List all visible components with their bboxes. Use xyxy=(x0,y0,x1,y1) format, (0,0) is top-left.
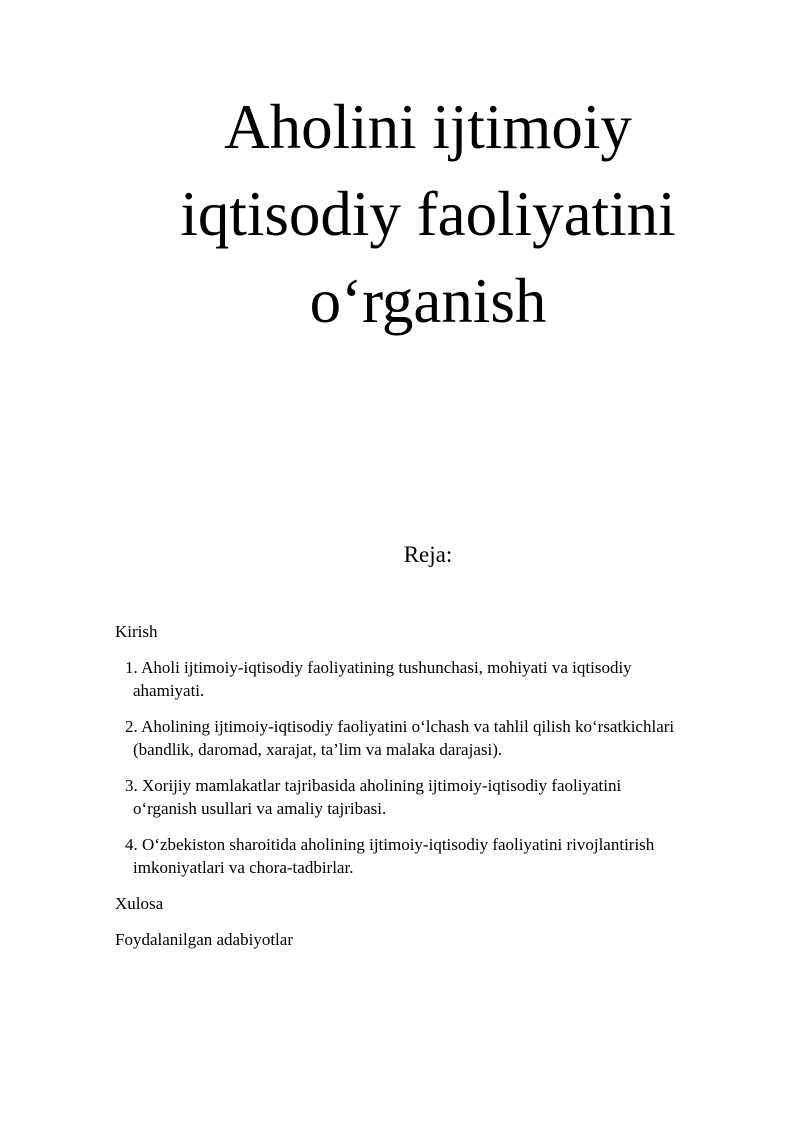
plan-item-number: 1. xyxy=(125,658,138,677)
plan-item-conclusion: Xulosa xyxy=(115,894,164,913)
plan-item xyxy=(115,833,755,879)
plan-item xyxy=(115,656,755,702)
plan-item-text: Xorijiy mamlakatlar tajribasida aholining ijtimoiy-iqtisodiy faoliyatini xyxy=(142,776,622,795)
title-line: Aholini ijtimoiy xyxy=(224,92,632,162)
plan-item-line xyxy=(125,774,755,797)
plan-item-intro: Kirish xyxy=(115,622,158,641)
plan-item-line xyxy=(125,656,755,679)
plan-list xyxy=(115,620,755,964)
plan-heading: Reja: xyxy=(403,542,453,567)
plan-item-number: 4. xyxy=(125,835,138,854)
plan-item-line xyxy=(125,715,755,738)
document-title xyxy=(100,84,756,345)
title-line: o‘rganish xyxy=(309,266,547,336)
plan-item-line: o‘rganish usullari va amaliy tajribasi. xyxy=(133,799,387,818)
plan-item-references: Foydalanilgan adabiyotlar xyxy=(115,930,293,949)
plan-item-line: ahamiyati. xyxy=(133,681,205,700)
plan-item-text: Aholining ijtimoiy-iqtisodiy faoliyatini o‘lchash va tahlil qilish ko‘rsatkichlari xyxy=(141,717,675,736)
plan-item xyxy=(115,774,755,820)
title-line: iqtisodiy faoliyatini xyxy=(180,179,676,249)
plan-item-number: 3. xyxy=(125,776,138,795)
plan-item-line: imkoniyatlari va chora-tadbirlar. xyxy=(133,858,354,877)
plan-item-line xyxy=(125,833,755,856)
plan-item-line: (bandlik, daromad, xarajat, ta’lim va malaka darajasi). xyxy=(133,740,503,759)
plan-item-number: 2. xyxy=(125,717,138,736)
plan-item-text: Aholi ijtimoiy-iqtisodiy faoliyatining tushunchasi, mohiyati va iqtisodiy xyxy=(141,658,632,677)
plan-item-text: O‘zbekiston sharoitida aholining ijtimoiy-iqtisodiy faoliyatini rivojlantirish xyxy=(142,835,655,854)
plan-item xyxy=(115,715,755,761)
